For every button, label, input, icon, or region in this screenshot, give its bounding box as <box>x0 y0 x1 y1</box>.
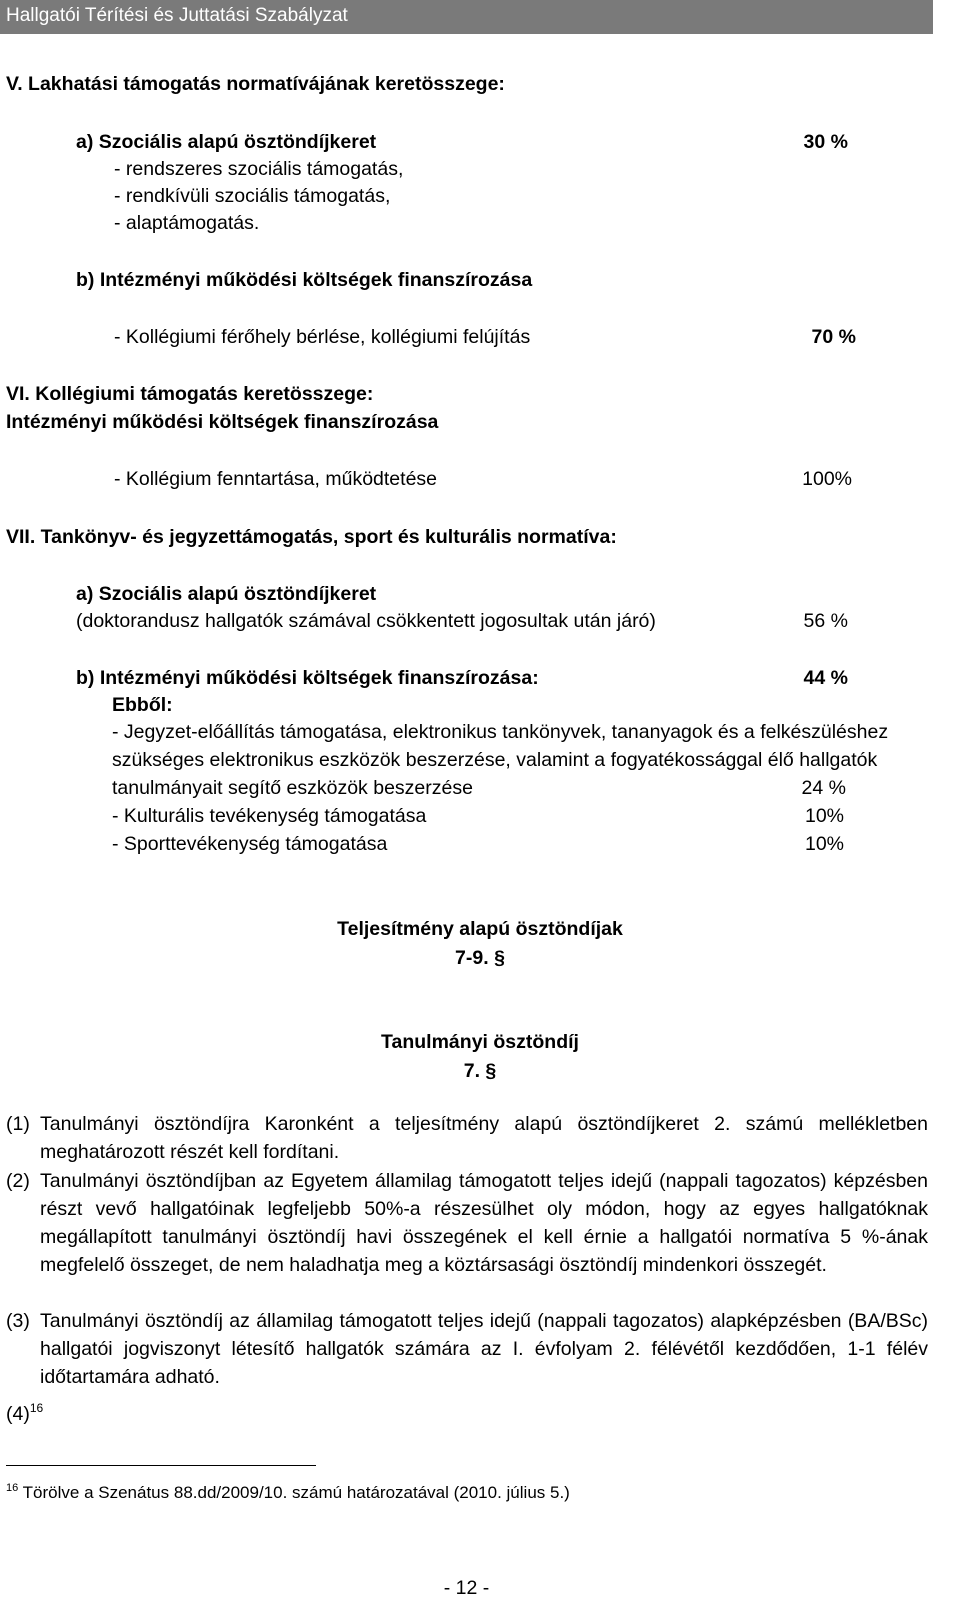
section-vii-heading: VII. Tankönyv- és jegyzettámogatás, sport és kulturális normatíva: <box>6 526 617 548</box>
section-v-a-item: - rendkívüli szociális támogatás, <box>114 185 391 207</box>
section-v-a-item: - alaptámogatás. <box>114 212 260 234</box>
section-vii-item1-line: tanulmányait segítő eszközök beszerzése <box>112 777 473 799</box>
section-vii-b-value: 44 % <box>803 667 848 689</box>
section-vii-item2-value: 10% <box>804 805 844 827</box>
paragraph-text: Tanulmányi ösztöndíjban az Egyetem államilag támogatott teljes idejű (nappali tagozatos) képzésben részt vevő hallgatóinak legfeljebb 50%-a részesülhet oly módon, hogy az egyes hallgatóknak megállapított tanulmányi ösztöndíj havi összegének el kell érnie a hallgatói normatíva 5 %-ának megfelelő összeget, de nem haladhatja meg a köztársasági ösztöndíj mindenkori összegét. <box>40 1170 928 1276</box>
footnote-separator <box>6 1465 316 1466</box>
section-vii-item1-line: szükséges elektronikus eszközök beszerzése, valamint a fogyatékossággal élő hallgatók <box>112 749 878 771</box>
paragraph-number: (1) <box>6 1113 30 1135</box>
section-vii-b-label: b) Intézményi működési költségek finanszírozása: <box>76 667 539 689</box>
section-vii-item3-value: 10% <box>804 833 844 855</box>
section-vi-heading: VI. Kollégiumi támogatás keretösszege: <box>6 383 374 405</box>
section-vi-value: 100% <box>802 468 852 490</box>
section-v-a-item: - rendszeres szociális támogatás, <box>114 158 404 180</box>
section-v-b-value: 70 % <box>811 326 856 348</box>
page-number: - 12 - <box>443 1577 490 1599</box>
section-v-a-value: 30 % <box>803 131 848 153</box>
paragraph-4 <box>6 1396 43 1426</box>
paragraph-text: Tanulmányi ösztöndíjra Karonként a teljesítmény alapú ösztöndíjkeret 2. számú mellékletben meghatározott részét kell fordítani. <box>40 1113 928 1163</box>
paragraph-symbol: § <box>485 1060 497 1082</box>
section-vi-item: - Kollégium fenntartása, működtetése <box>114 468 438 490</box>
paragraph-number: (3) <box>6 1310 30 1332</box>
section-vii-a-label: a) Szociális alapú ösztöndíjkeret <box>76 583 377 605</box>
section-vii-item1-value: 24 % <box>801 777 846 799</box>
section-v-b-item: - Kollégiumi férőhely bérlése, kollégiumi felújítás <box>114 326 531 348</box>
tanulmanyi-title: Tanulmányi ösztöndíj <box>381 1031 579 1053</box>
document-header <box>0 0 933 34</box>
section-vii-item1-line: - Jegyzet-előállítás támogatása, elektronikus tankönyvek, tananyagok és a felkészüléshez <box>112 721 889 743</box>
section-vi-subheading: Intézményi működési költségek finanszírozása <box>6 411 439 433</box>
paragraph-symbol: § <box>494 947 505 969</box>
header-title: Hallgatói Térítési és Juttatási Szabályzat <box>6 5 348 26</box>
footnote-text: Törölve a Szenátus 88.dd/2009/10. számú határozatával (2010. július 5.) <box>22 1483 570 1502</box>
section-v-heading: V. Lakhatási támogatás normatívájának keretösszege: <box>6 73 505 95</box>
section-vii-item2: - Kulturális tevékenység támogatása <box>112 805 427 827</box>
paragraph-number: (2) <box>6 1170 30 1192</box>
paragraph-text: Tanulmányi ösztöndíj az államilag támogatott teljes idejű (nappali tagozatos) alapképzésben (BA/BSc) hallgatói jogviszonyt létesítő hallgatók számára az I. évfolyam 2. félévétől kezdődően, 1-1 félév időtartamára adható. <box>40 1310 928 1388</box>
section-vii-item3: - Sporttevékenység támogatása <box>112 833 388 855</box>
section-vii-ebbol: Ebből: <box>112 694 173 716</box>
section-v-b-label: b) Intézményi működési költségek finanszírozása <box>76 269 533 291</box>
teljesitmeny-paragraph-number: 7-9. <box>455 947 489 969</box>
section-vii-a-sub: (doktorandusz hallgatók számával csökkentett jogosultak után járó) <box>76 610 656 632</box>
teljesitmeny-title: Teljesítmény alapú ösztöndíjak <box>337 918 623 940</box>
teljesitmeny-paragraph <box>0 946 960 970</box>
section-vii-a-value: 56 % <box>803 610 848 632</box>
footnote <box>6 1476 570 1505</box>
tanulmanyi-paragraph-number: 7. <box>463 1060 480 1082</box>
tanulmanyi-paragraph <box>0 1059 960 1083</box>
section-v-a-label: a) Szociális alapú ösztöndíjkeret <box>76 131 377 153</box>
paragraph-number: (4) <box>6 1403 30 1425</box>
footnote-number: 16 <box>6 1482 19 1494</box>
footnote-reference[interactable]: 16 <box>29 1401 44 1415</box>
